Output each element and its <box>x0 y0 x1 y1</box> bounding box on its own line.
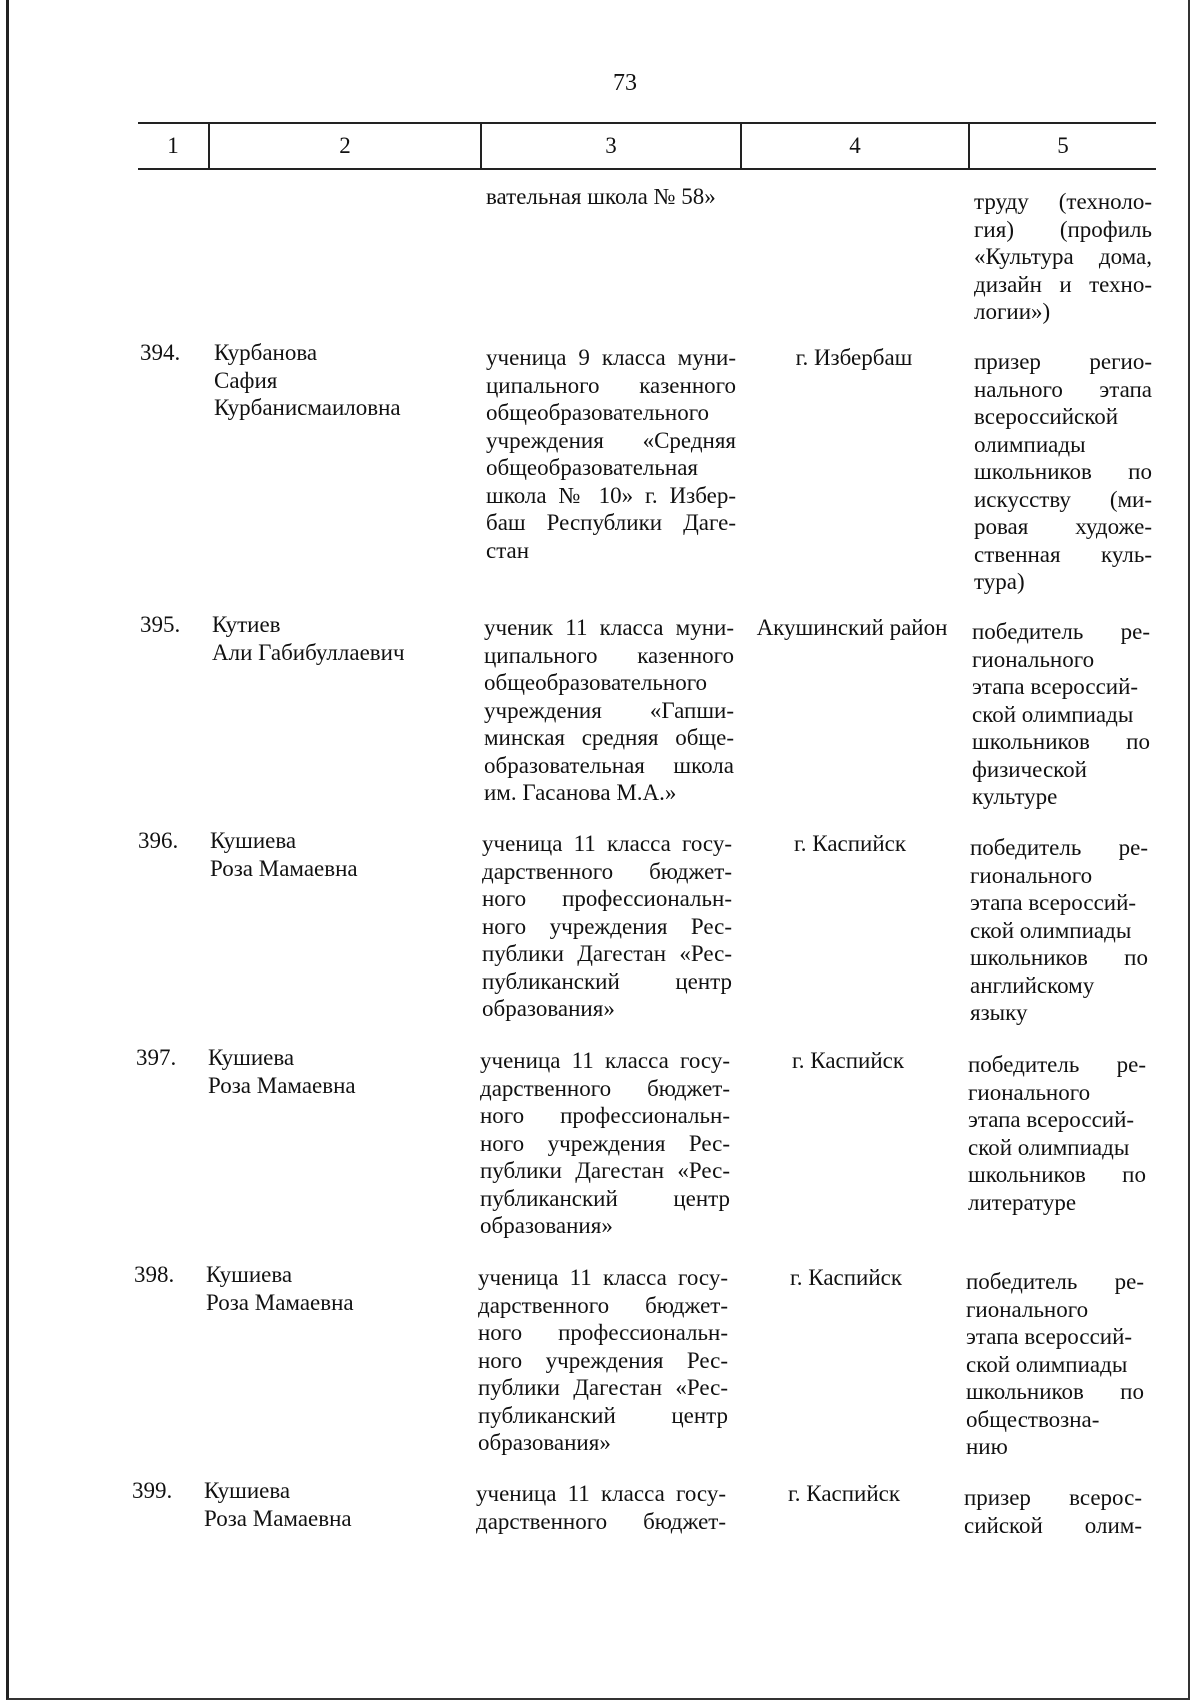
award <box>966 1268 1144 1461</box>
institution <box>484 614 734 807</box>
continuation-institution <box>486 183 736 211</box>
institution-line: школа № 10» г. Избер- <box>486 482 736 508</box>
institution-line: образования» <box>480 1213 613 1238</box>
name-line: Роза Мамаевна <box>208 1072 356 1098</box>
award-line: искусству (ми- <box>974 486 1152 512</box>
name-line: Роза Мамаевна <box>204 1505 352 1531</box>
header-col-5: 5 <box>1057 133 1069 158</box>
award-line: физической <box>972 756 1087 782</box>
award-line: гионального <box>966 1296 1089 1322</box>
student-name <box>212 611 452 666</box>
institution-line: дарственного бюджет- <box>480 1075 730 1101</box>
institution-line: ципального казенного <box>486 372 736 398</box>
row-number: 395. <box>140 612 181 637</box>
award-line: школьников по <box>968 1162 1146 1187</box>
header-col-3: 3 <box>605 133 617 158</box>
page-number: 73 <box>613 70 637 96</box>
institution-line: публиканский центр <box>480 1185 730 1211</box>
institution-line: общеобразовательная <box>486 455 698 480</box>
award-line: нального этапа <box>974 376 1152 402</box>
award-line: гионального <box>972 646 1095 672</box>
award-line: труду (техноло- <box>974 189 1152 214</box>
institution-line: минская средняя обще- <box>484 725 734 750</box>
award-line: этапа всероссий- <box>968 1107 1135 1132</box>
award-line: победитель ре- <box>968 1052 1146 1077</box>
name-line: Кутиев <box>212 612 281 637</box>
institution-line: ного учреждения Рес- <box>480 1130 730 1156</box>
award-line: всероссийской <box>974 404 1119 429</box>
institution-line: вательная школа № 58» <box>486 184 716 209</box>
award-line: этапа всероссий- <box>972 674 1139 699</box>
institution-line: дарственного бюджет- <box>476 1508 726 1534</box>
location: г. Каспийск <box>793 831 907 856</box>
name-line: Роза Мамаевна <box>210 855 358 881</box>
award-line: ственная куль- <box>974 541 1152 567</box>
award <box>970 834 1148 1027</box>
award-line: победитель ре- <box>966 1269 1144 1294</box>
institution-line: баш Республики Даге- <box>486 510 736 535</box>
award-line: гионального <box>968 1079 1091 1105</box>
location: г. Каспийск <box>789 1265 903 1290</box>
institution <box>482 830 732 1023</box>
award-line: школьников по <box>970 945 1148 970</box>
institution-line: ученица 11 класса госу- <box>482 831 732 856</box>
award-line: этапа всероссий- <box>970 890 1137 915</box>
institution <box>478 1264 728 1457</box>
institution-line: ного учреждения Рес- <box>482 913 732 939</box>
table-header <box>138 122 1156 170</box>
header-col-1: 1 <box>167 133 179 158</box>
award-line: школьников по <box>966 1379 1144 1404</box>
institution <box>480 1047 730 1240</box>
location: г. Каспийск <box>787 1481 901 1506</box>
institution-line: ученик 11 класса муни- <box>484 615 734 640</box>
institution-line: учреждения «Средняя <box>486 427 736 453</box>
award-line: школьников по <box>974 459 1152 484</box>
institution-line: им. Гасанова М.А.» <box>484 780 677 805</box>
institution-line: учреждения «Гапши- <box>484 697 734 723</box>
institution-line: дарственного бюджет- <box>478 1292 728 1318</box>
row-number: 396. <box>138 828 179 853</box>
student-name <box>204 1477 444 1532</box>
award-line: английскому <box>970 972 1095 998</box>
award-line: этапа всероссий- <box>966 1324 1133 1349</box>
name-line: Кушиева <box>206 1262 293 1287</box>
award-line: олимпиады <box>974 431 1086 457</box>
row-number: 397. <box>136 1045 177 1070</box>
institution-line: ученица 9 класса муни- <box>486 345 736 370</box>
award-line: культуре <box>972 784 1058 809</box>
award-line: гионального <box>970 862 1093 888</box>
student-name <box>206 1261 446 1316</box>
award <box>968 1051 1146 1216</box>
award-line: ской олимпиады <box>972 701 1134 727</box>
student-name <box>208 1044 448 1099</box>
header-col-2: 2 <box>339 133 351 158</box>
institution-line: общеобразовательного <box>486 400 710 425</box>
award-line: гия) (профиль <box>974 216 1152 242</box>
award-line: победитель ре- <box>970 835 1148 860</box>
institution-line: ного профессиональн- <box>482 886 732 911</box>
institution-line: публики Дагестан «Рес- <box>480 1158 730 1183</box>
institution-line: ципального казенного <box>484 642 734 668</box>
institution-line: ного учреждения Рес- <box>478 1347 728 1373</box>
name-line: Курбанисмаиловна <box>214 395 401 420</box>
institution-line: образования» <box>482 996 615 1021</box>
award-line: призер всерос- <box>964 1485 1142 1510</box>
award <box>974 348 1152 596</box>
name-line: Сафия <box>214 367 278 393</box>
student-name <box>210 827 450 882</box>
award-line: логии») <box>974 299 1051 324</box>
row-number: 399. <box>132 1478 173 1503</box>
award-line: нию <box>966 1434 1008 1459</box>
institution-line: публиканский центр <box>482 968 732 994</box>
name-line: Кушиева <box>210 828 297 853</box>
award-line: ской олимпиады <box>966 1351 1128 1377</box>
institution-line: ного профессиональн- <box>480 1103 730 1128</box>
name-line: Кушиева <box>204 1478 291 1503</box>
header-col-4: 4 <box>849 133 861 158</box>
institution-line: ученица 11 класса госу- <box>480 1048 730 1073</box>
award-line: ровая художе- <box>974 514 1152 539</box>
award-line: призер регио- <box>974 349 1152 374</box>
institution-line: дарственного бюджет- <box>482 858 732 884</box>
award-line: сийской олим- <box>964 1512 1142 1538</box>
institution <box>486 344 736 564</box>
institution-line: публики Дагестан «Рес- <box>478 1375 728 1400</box>
award-line: победитель ре- <box>972 619 1150 644</box>
award <box>964 1484 1142 1539</box>
location: г. Каспийск <box>791 1048 905 1073</box>
award-line: ской олимпиады <box>968 1134 1130 1160</box>
student-name <box>214 339 454 422</box>
row-number: 394. <box>140 340 181 365</box>
continuation-award <box>974 188 1152 326</box>
institution-line: образовательная школа <box>484 752 734 778</box>
institution-line: публиканский центр <box>478 1402 728 1428</box>
institution-line: ученица 11 класса госу- <box>478 1265 728 1290</box>
award-line: школьников по <box>972 729 1150 754</box>
award <box>972 618 1150 811</box>
name-line: Кушиева <box>208 1045 295 1070</box>
name-line: Роза Мамаевна <box>206 1289 354 1315</box>
award-line: языку <box>970 1000 1028 1025</box>
award-line: дизайн и техно- <box>974 271 1152 297</box>
location: Акушинский район <box>756 615 948 640</box>
institution <box>476 1480 726 1535</box>
row-number: 398. <box>134 1262 175 1287</box>
award-line: тура) <box>974 569 1025 594</box>
institution-line: ного профессиональн- <box>478 1320 728 1345</box>
award-line: «Культура дома, <box>974 244 1152 269</box>
name-line: Курбанова <box>214 340 318 365</box>
location: г. Избербаш <box>795 345 913 370</box>
institution-line: образования» <box>478 1430 611 1455</box>
institution-line: ученица 11 класса госу- <box>476 1481 726 1506</box>
name-line: Али Габибуллаевич <box>212 639 405 665</box>
award-line: обществозна- <box>966 1406 1100 1432</box>
award-line: ской олимпиады <box>970 917 1132 943</box>
institution-line: общеобразовательного <box>484 670 708 695</box>
institution-line: публики Дагестан «Рес- <box>482 941 732 966</box>
institution-line: стан <box>486 537 530 563</box>
award-line: литературе <box>968 1189 1077 1215</box>
